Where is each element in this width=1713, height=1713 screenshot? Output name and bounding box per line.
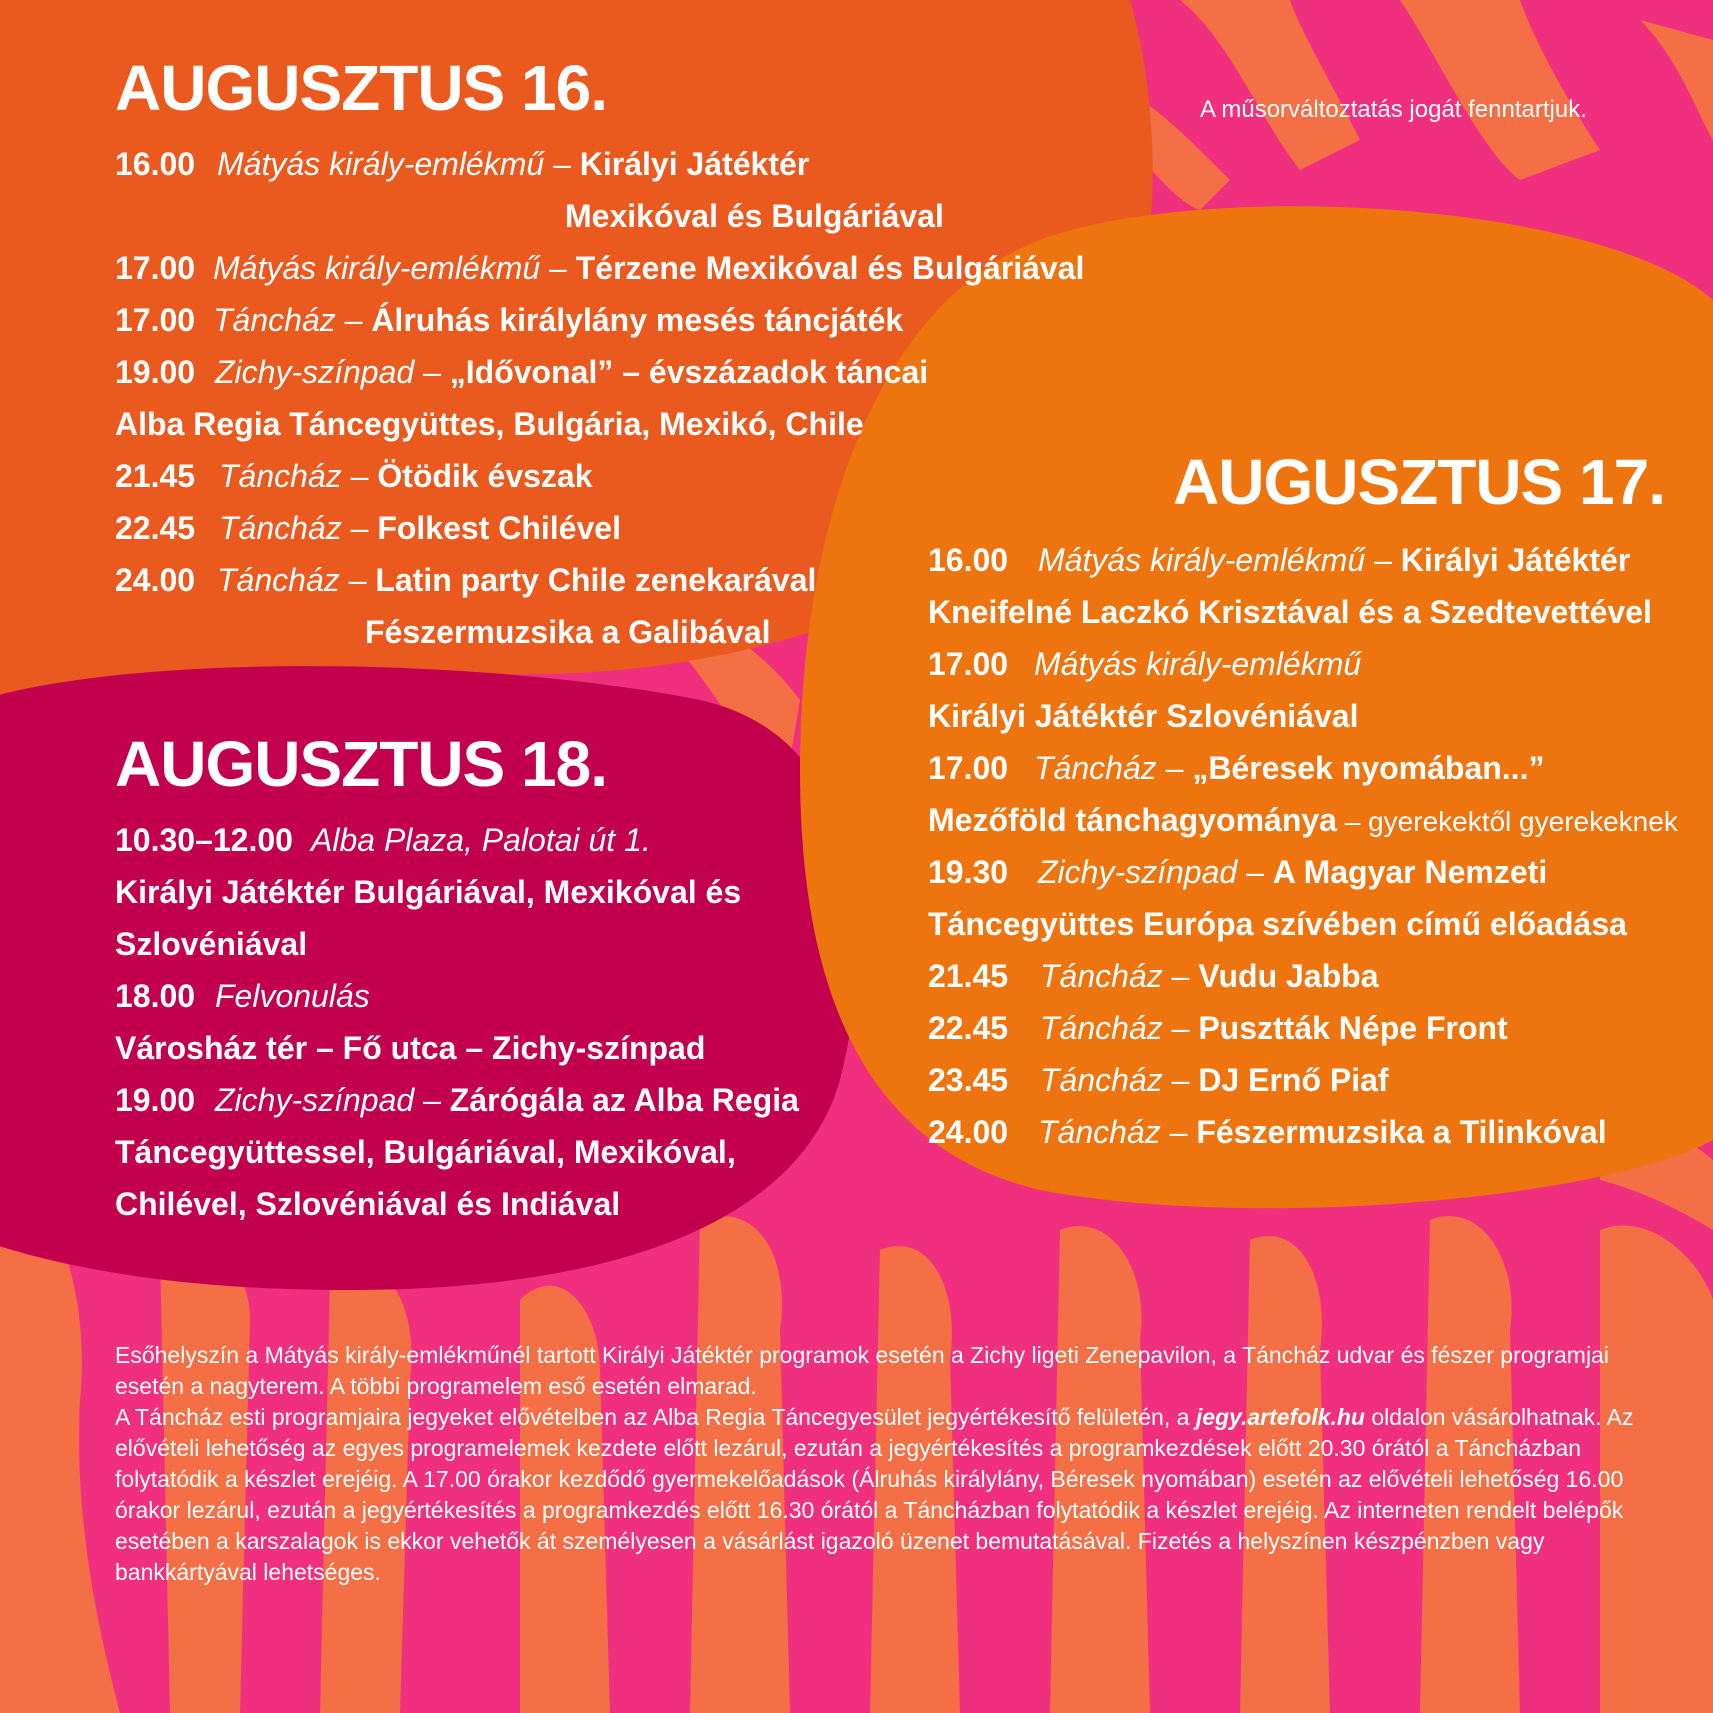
program-name: Fészermuzsika a Tilinkóval (1196, 1114, 1607, 1150)
program-time: 19.30 (928, 854, 1009, 890)
program-name: Zárógála az Alba Regia (449, 1082, 799, 1118)
separator: – (544, 146, 580, 182)
program-name: „Idővonal” – évszázadok táncai (449, 354, 929, 390)
ticket-info-paragraph (115, 1402, 1675, 1588)
program-time: 16.00 (928, 542, 1009, 578)
program-venue: Zichy-színpad (215, 1082, 415, 1118)
program-name: A Magyar Nemzeti (1272, 854, 1548, 890)
separator: – (414, 354, 450, 390)
program-row (928, 1002, 1678, 1054)
program-continuation (115, 918, 799, 970)
separator: – (1336, 806, 1369, 837)
program-time: 24.00 (928, 1114, 1009, 1150)
program-continuation (928, 586, 1678, 638)
program-venue: Táncház (1040, 1062, 1163, 1098)
schedule-aug18 (115, 814, 799, 1230)
program-venue: Mátyás király-emlékmű (1038, 542, 1366, 578)
separator: – (1162, 958, 1199, 994)
program-continuation (115, 1022, 799, 1074)
program-name: Álruhás királylány mesés táncjáték (371, 302, 904, 338)
separator: – (1365, 542, 1401, 578)
program-time: 21.45 (928, 958, 1009, 994)
program-venue: Felvonulás (215, 978, 370, 1014)
separator: – (1237, 854, 1273, 890)
separator: – (1160, 1114, 1197, 1150)
program-time: 22.45 (115, 510, 196, 546)
program-continuation (928, 690, 1678, 742)
separator: – (335, 302, 372, 338)
program-venue: Mátyás király-emlékmű (217, 146, 545, 182)
program-name: Városház tér – Fő utca – Zichy-színpad (115, 1030, 706, 1066)
program-name: „Béresek nyomában...” (1192, 750, 1545, 786)
program-name: Latin party Chile zenekarával (375, 562, 817, 598)
program-row (115, 814, 799, 866)
program-venue: Mátyás király-emlékmű (1034, 646, 1362, 682)
program-time: 19.00 (115, 1082, 196, 1118)
separator: – (341, 510, 378, 546)
program-row (928, 1106, 1678, 1158)
rain-location-paragraph: Esőhelyszín a Mátyás király-emlékműnél tartott Királyi Játéktér programok esetén a Zichy ligeti Zenepavilon, a Táncház udvar és fészer programjai esetén a nagyterem. A többi programelem eső esetén elmarad. (115, 1342, 1609, 1399)
separator: – (414, 1082, 450, 1118)
program-continuation (928, 898, 1678, 950)
program-name: Táncegyüttes Európa szívében című előadása (928, 906, 1627, 942)
program-continuation (115, 866, 799, 918)
program-row (928, 1054, 1678, 1106)
program-name: Ötödik évszak (377, 458, 593, 494)
separator: – (1162, 1062, 1199, 1098)
program-row (115, 450, 1084, 502)
program-time: 24.00 (115, 562, 196, 598)
program-name: Táncegyüttessel, Bulgáriával, Mexikóval, (115, 1134, 736, 1170)
program-time: 23.45 (928, 1062, 1009, 1098)
day-title-aug16: AUGUSZTUS 16. (115, 52, 607, 124)
program-time: 17.00 (928, 750, 1009, 786)
program-time: 18.00 (115, 978, 196, 1014)
program-row (928, 534, 1678, 586)
program-venue: Táncház (1040, 958, 1163, 994)
program-name: Királyi Játéktér Bulgáriával, Mexikóval és (115, 874, 742, 910)
program-name: Mexikóval és Bulgáriával (565, 198, 944, 234)
separator: – (339, 562, 376, 598)
day-title-aug17: AUGUSZTUS 17. (1173, 446, 1665, 518)
program-name: Chilével, Szlovéniával és Indiával (115, 1186, 621, 1222)
program-time: 19.00 (115, 354, 196, 390)
program-continuation (928, 794, 1678, 846)
program-row (115, 294, 1084, 346)
program-name: Fészermuzsika a Galibával (365, 614, 771, 650)
program-name: Pusztták Népe Front (1198, 1010, 1508, 1046)
program-time: 17.00 (115, 302, 196, 338)
program-row (115, 1074, 799, 1126)
program-time: 17.00 (928, 646, 1009, 682)
program-row (928, 742, 1678, 794)
program-time: 10.30–12.00 (115, 822, 293, 858)
program-name: Vudu Jabba (1198, 958, 1379, 994)
program-name: Királyi Játéktér (1400, 542, 1631, 578)
program-name: Királyi Játéktér (579, 146, 810, 182)
program-row (115, 346, 1084, 398)
program-venue: Táncház (217, 562, 340, 598)
program-time: 21.45 (115, 458, 196, 494)
program-venue: Táncház (1038, 1114, 1161, 1150)
program-venue: Zichy-színpad (215, 354, 415, 390)
schedule-aug17 (928, 534, 1678, 1158)
program-name: Folkest Chilével (377, 510, 621, 546)
program-venue: Táncház (219, 510, 342, 546)
program-venue: Táncház (1040, 1010, 1163, 1046)
separator: – (1156, 750, 1193, 786)
footer-info (115, 1340, 1675, 1588)
program-change-notice: A műsorváltoztatás jogát fenntartjuk. (1200, 96, 1587, 123)
program-name: DJ Ernő Piaf (1198, 1062, 1389, 1098)
program-venue: Zichy-színpad (1038, 854, 1238, 890)
program-venue: Táncház (219, 458, 342, 494)
program-name: Szlovéniával (115, 926, 308, 962)
program-continuation (115, 398, 1084, 450)
program-time: 22.45 (928, 1010, 1009, 1046)
program-venue: Alba Plaza, Palotai út 1. (311, 822, 651, 858)
program-name: Alba Regia Táncegyüttes, Bulgária, Mexikó, Chile (115, 406, 864, 442)
program-time: 16.00 (115, 146, 196, 182)
program-name: Mezőföld tánchagyománya (928, 802, 1337, 838)
ticket-info-text: oldalon vásárolhatnak. Az elővételi lehetőség az egyes programelemek kezdete előtt lezárul, ezután a jegyértékesítés a programkezdések előtt 20.30 órától a Táncházban folytatódik a készlet erejéig. A 17.00 órakor kezdődő gyermekelőadások (Álruhás királylány, Béresek nyomában) esetén az elővételi lehetőség 16.00 órakor lezárul, ezután a jegyértékesítés a programkezdés előtt 16.30 órától a Táncházban folytatódik a készlet erejéig. Az interneten rendelt belépők esetében a karszalagok is ekkor vehetők át személyesen a vásárlást igazoló üzenet bemutatásával. Fizetés a helyszínen készpénzben vagy bankkártyával lehetséges. (115, 1404, 1634, 1585)
program-row (928, 638, 1678, 690)
separator: – (540, 250, 576, 286)
ticket-url-link[interactable]: jegy.artefolk.hu (1195, 1404, 1365, 1430)
separator: – (341, 458, 378, 494)
program-audience: gyerekektől gyerekeknek (1368, 806, 1678, 837)
program-row (115, 242, 1084, 294)
program-name: Királyi Játéktér Szlovéniával (928, 698, 1359, 734)
program-row (115, 970, 799, 1022)
program-row (928, 950, 1678, 1002)
program-venue: Táncház (1034, 750, 1157, 786)
program-continuation (115, 1126, 799, 1178)
program-row (115, 138, 1084, 190)
program-venue: Táncház (213, 302, 336, 338)
ticket-info-text: A Táncház esti programjaira jegyeket elővételben az Alba Regia Táncegyesület jegyértékesítő felületén, a (115, 1404, 1196, 1430)
day-title-aug18: AUGUSZTUS 18. (115, 728, 607, 800)
program-time: 17.00 (115, 250, 196, 286)
program-name: Térzene Mexikóval és Bulgáriával (575, 250, 1085, 286)
program-name: Kneifelné Laczkó Krisztával és a Szedtevettével (928, 594, 1652, 630)
program-row (928, 846, 1678, 898)
separator: – (1162, 1010, 1199, 1046)
program-venue: Mátyás király-emlékmű (213, 250, 541, 286)
program-continuation (115, 190, 1084, 242)
program-continuation (115, 1178, 799, 1230)
